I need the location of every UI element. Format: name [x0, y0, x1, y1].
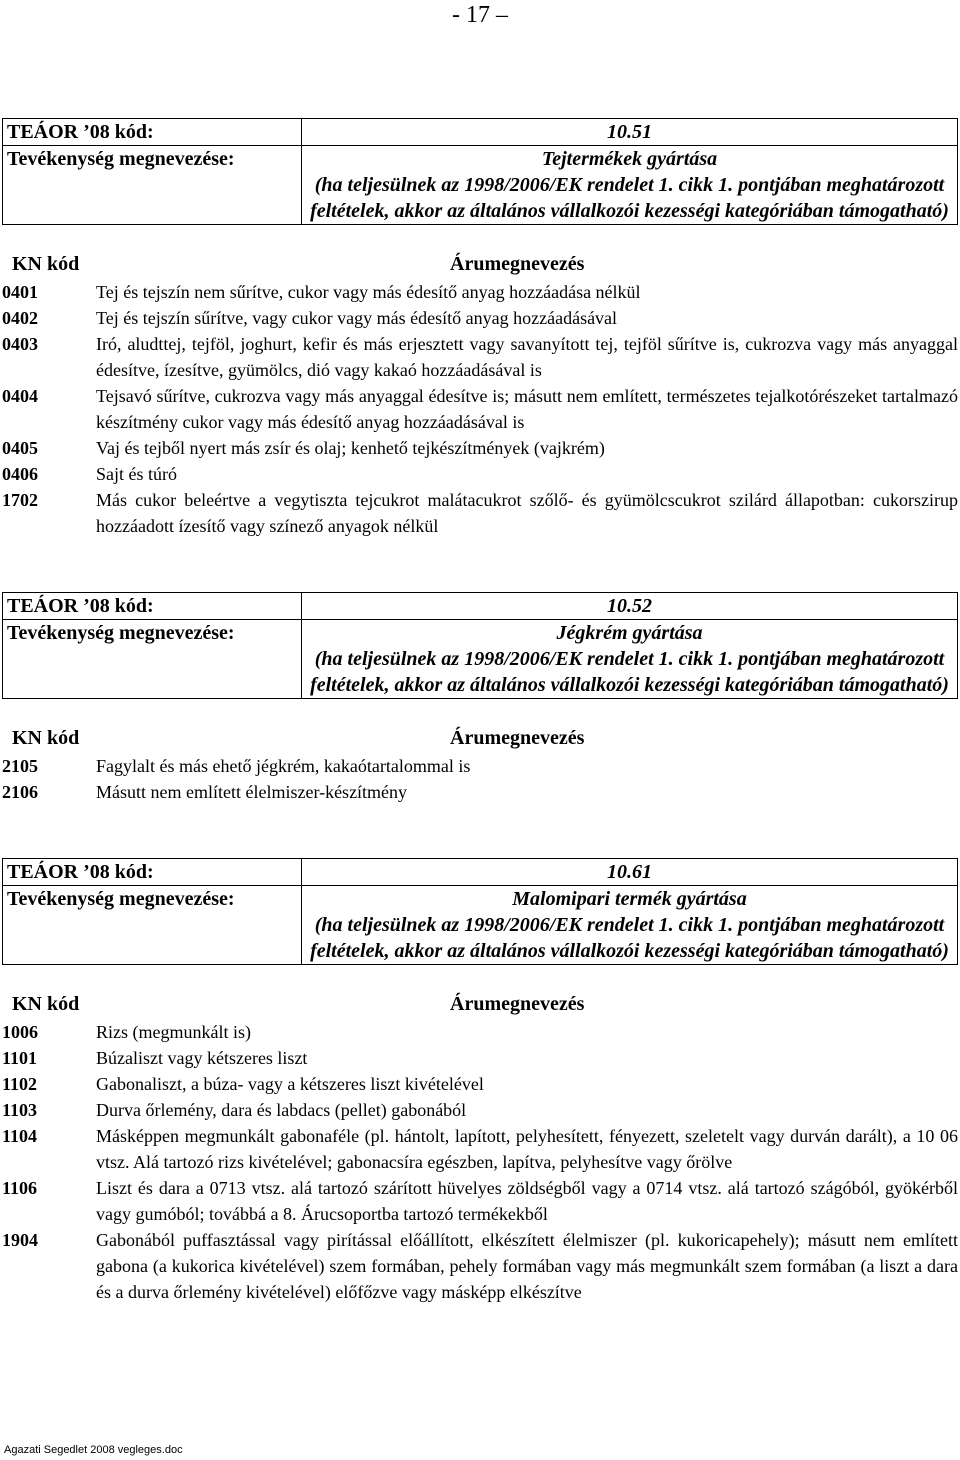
activity-note: (ha teljesülnek az 1998/2006/EK rendelet 1. cikk 1. pontjában meghatározott feltételek, akkor az általános vállalkozói kezességi kategóriában támogatható): [310, 648, 949, 696]
kn-header-row: [0, 251, 960, 277]
kn-header-row: [0, 725, 960, 751]
item-name-header: Árumegnevezés: [450, 993, 585, 1015]
kn-row: [0, 487, 960, 539]
section-teaor-2: [0, 592, 960, 805]
kn-row: [0, 1175, 960, 1227]
teaor-code-label: TEÁOR ’08 kód:: [3, 119, 302, 146]
kn-list: [0, 279, 960, 539]
item-name-header: Árumegnevezés: [450, 253, 585, 275]
teaor-code-value: 10.61: [302, 859, 958, 886]
activity-cell: [302, 886, 958, 965]
kn-list: [0, 753, 960, 805]
kn-row: [0, 1097, 960, 1123]
teaor-table: [2, 118, 958, 225]
kn-code: 1104: [2, 1126, 38, 1146]
activity-cell: [302, 146, 958, 225]
kn-row: [0, 1227, 960, 1305]
kn-description: Gabonából puffasztással vagy pirítással előállított, elkészített élelmiszer (pl. kukoricapehely); másutt nem említett gabona (a kukorica kivételével) szem formában, pehely formában vagy más megmunkált szem formában (a liszt a dara és a durva őrlemény kivételével) előfőzve vagy másképp elkészítve: [96, 1230, 958, 1302]
section-teaor-3: [0, 858, 960, 1305]
teaor-code-label: TEÁOR ’08 kód:: [3, 859, 302, 886]
kn-code: 1904: [2, 1230, 38, 1250]
kn-row: [0, 1071, 960, 1097]
activity-note: (ha teljesülnek az 1998/2006/EK rendelet 1. cikk 1. pontjában meghatározott feltételek, akkor az általános vállalkozói kezességi kategóriában támogatható): [310, 174, 949, 222]
teaor-code-value: 10.51: [302, 119, 958, 146]
kn-row: [0, 383, 960, 435]
kn-code: 0406: [2, 464, 38, 484]
kn-description: Tejsavó sűrítve, cukrozva vagy más anyaggal édesítve is; másutt nem említett, természetes tejalkotórészeket tartalmazó készítmény cukor vagy más édesítő anyag hozzáadásával is: [96, 386, 958, 432]
section-teaor-1: [0, 118, 960, 539]
kn-description: Sajt és túró: [96, 464, 177, 484]
activity-cell: [302, 620, 958, 699]
kn-row: [0, 1045, 960, 1071]
kn-description: Másképpen megmunkált gabonaféle (pl. hántolt, lapított, pelyhesített, fényezett, szeletelt vagy durván darált), a 10 06 vtsz. Alá tartozó rizs kivételével; gabonacsíra egészben, lapítva, pelyhesítve vagy őrölve: [96, 1126, 958, 1172]
kn-code: 0405: [2, 438, 38, 458]
kn-description: Más cukor beleértve a vegytiszta tejcukrot malátacukrot szőlő- és gyümölcscukrot szilárd állapotban: cukorszirup hozzáadott ízesítő vagy színező anyagok nélkül: [96, 490, 958, 536]
kn-description: Búzaliszt vagy kétszeres liszt: [96, 1048, 308, 1068]
kn-description: Fagylalt és más ehető jégkrém, kakaótartalommal is: [96, 756, 471, 776]
item-name-header: Árumegnevezés: [450, 727, 585, 749]
kn-row: [0, 1123, 960, 1175]
kn-code: 0403: [2, 334, 38, 354]
kn-row: [0, 779, 960, 805]
kn-row: [0, 753, 960, 779]
kn-row: [0, 279, 960, 305]
kn-code: 0404: [2, 386, 38, 406]
kn-code: 2105: [2, 756, 38, 776]
kn-code-header: KN kód: [12, 993, 80, 1015]
kn-code: 1702: [2, 490, 38, 510]
kn-description: Vaj és tejből nyert más zsír és olaj; kenhető tejkészítmények (vajkrém): [96, 438, 605, 458]
kn-code: 0402: [2, 308, 38, 328]
activity-title: Tejtermékek gyártása: [541, 148, 718, 170]
kn-header-row: [0, 991, 960, 1017]
kn-code: 0401: [2, 282, 38, 302]
teaor-table: [2, 592, 958, 699]
kn-description: Iró, aludttej, tejföl, joghurt, kefir és más erjesztett vagy savanyított tej, tejföl sűrítve is, cukrozva vagy más anyaggal édesítve, ízesítve, gyümölcs, dió vagy kakaó hozzáadásával is: [96, 334, 958, 380]
kn-code: 1101: [2, 1048, 38, 1068]
activity-label: Tevékenység megnevezése:: [3, 146, 302, 225]
kn-code: 2106: [2, 782, 38, 802]
activity-label: Tevékenység megnevezése:: [3, 886, 302, 965]
activity-title: Jégkrém gyártása: [556, 622, 703, 644]
activity-label: Tevékenység megnevezése:: [3, 620, 302, 699]
kn-row: [0, 1019, 960, 1045]
kn-code: 1106: [2, 1178, 38, 1198]
kn-row: [0, 435, 960, 461]
kn-row: [0, 461, 960, 487]
kn-description: Másutt nem említett élelmiszer-készítmény: [96, 782, 408, 802]
teaor-code-value: 10.52: [302, 593, 958, 620]
kn-description: Tej és tejszín sűrítve, vagy cukor vagy más édesítő anyag hozzáadásával: [96, 308, 618, 328]
kn-list: [0, 1019, 960, 1305]
kn-row: [0, 305, 960, 331]
activity-title: Malomipari termék gyártása: [512, 888, 747, 910]
page-number: - 17 –: [452, 2, 508, 28]
kn-description: Liszt és dara a 0713 vtsz. alá tartozó szárított hüvelyes zöldségből vagy a 0714 vtsz. alá tartozó szágóból, gyökérből vagy gumóból; továbbá a 8. Árucsoportba tartozó termékekből: [96, 1178, 958, 1224]
kn-code: 1006: [2, 1022, 38, 1042]
kn-description: Gabonaliszt, a búza- vagy a kétszeres liszt kivételével: [96, 1074, 484, 1094]
kn-description: Tej és tejszín nem sűrítve, cukor vagy más édesítő anyag hozzáadása nélkül: [96, 282, 641, 302]
kn-description: Rizs (megmunkált is): [96, 1022, 251, 1042]
kn-code: 1103: [2, 1100, 38, 1120]
teaor-code-label: TEÁOR ’08 kód:: [3, 593, 302, 620]
kn-description: Durva őrlemény, dara és labdacs (pellet) gabonából: [96, 1100, 467, 1120]
footer-filename: Agazati Segedlet 2008 vegleges.doc: [4, 1444, 183, 1456]
kn-code-header: KN kód: [12, 727, 80, 749]
activity-note: (ha teljesülnek az 1998/2006/EK rendelet 1. cikk 1. pontjában meghatározott feltételek, akkor az általános vállalkozói kezességi kategóriában támogatható): [310, 914, 949, 962]
kn-code-header: KN kód: [12, 253, 80, 275]
kn-code: 1102: [2, 1074, 38, 1094]
teaor-table: [2, 858, 958, 965]
kn-row: [0, 331, 960, 383]
